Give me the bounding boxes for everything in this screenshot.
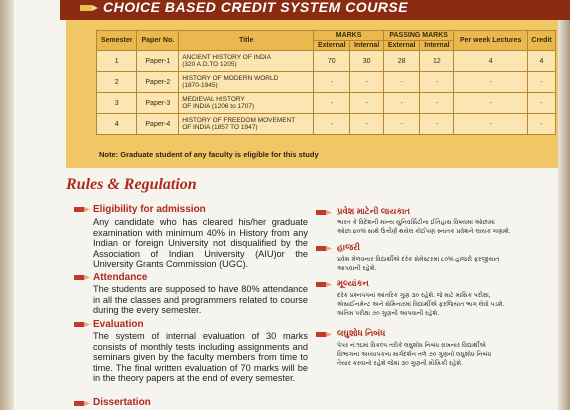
cell-passing-internal: 12 [420, 51, 454, 72]
pen-icon [74, 320, 90, 329]
cell-credit: 4 [528, 51, 556, 72]
pen-icon [316, 280, 332, 289]
col-header-passing-external: External [383, 41, 420, 51]
cell-marks-internal: - [350, 72, 384, 93]
cell-lectures: - [454, 114, 528, 135]
pen-icon [316, 330, 332, 339]
cell-passing-internal: - [420, 72, 454, 93]
gujarati-attendance-heading: હાજરી [337, 242, 360, 252]
table-row [97, 93, 556, 114]
cell-title: MEDIEVAL HISTORY OF INDIA (1206 to 1707) [179, 93, 314, 114]
cell-passing-internal: - [420, 93, 454, 114]
cell-passing-external: 28 [383, 51, 420, 72]
gujarati-admission-text: ભારત કે વિદેશની માન્ય યુનિવર્સિટીના ઈતિહાસ વિષયમાં ઓછામાં ઓછા ૪૦% સાથે ઉત્તીર્ણ થયેલ કોઈપણ સ્નાતક પ્રવેશને લાયક ગણાશે. [337, 219, 511, 235]
table-row [97, 72, 556, 93]
table-row [97, 114, 556, 135]
gujarati-evaluation-text: દરેક પ્રશ્નપત્રનાં આંતરિક ગુણ ૩૦ રહેશે. જે માટે માસિક પરીક્ષા, એસાઈનમેન્ટ અને સેમિનારમાં વિદ્યાર્થીએ ફરજિયાત ભાગ લેવો પડશે. અંતિમ પરીક્ષા ૭૦ ગુણની આપવાની રહેશે. [337, 292, 505, 317]
eligibility-note: Note: Graduate student of any faculty is eligible for this study [99, 150, 319, 159]
cell-paper: Paper-4 [137, 114, 179, 135]
cell-marks-internal: 30 [350, 51, 384, 72]
page-edge-left [0, 0, 14, 410]
cell-marks-external: - [314, 72, 350, 93]
cell-marks-external: - [314, 114, 350, 135]
page-edge-right [558, 0, 570, 410]
attendance-heading: Attendance [93, 272, 148, 283]
col-header-marks-internal: Internal [350, 41, 384, 51]
table-row [97, 51, 556, 72]
course-table-panel [66, 20, 558, 168]
evaluation-text: The system of internal evaluation of 30 marks consists of monthly tests including assignments and seminars given by the faculty members from time to time. The final written evaluation of 70 marks will be in the theory papers at the end of every semester. [93, 331, 308, 383]
pen-icon [74, 273, 90, 282]
cell-lectures: 4 [454, 51, 528, 72]
pen-icon [74, 205, 90, 214]
cell-marks-external: - [314, 93, 350, 114]
cell-passing-external: - [383, 93, 420, 114]
cell-marks-internal: - [350, 114, 384, 135]
col-header-lectures: Per week Lectures [454, 31, 528, 51]
cell-paper: Paper-3 [137, 93, 179, 114]
col-header-marks: MARKS [314, 31, 384, 41]
cell-passing-internal: - [420, 114, 454, 135]
gujarati-dissertation-heading: લઘુશોધ નિબંધ [337, 328, 386, 338]
col-header-passing-internal: Internal [420, 41, 454, 51]
col-header-passing: PASSING MARKS [383, 31, 453, 41]
cell-semester: 4 [97, 114, 137, 135]
cell-marks-external: 70 [314, 51, 350, 72]
gujarati-attendance-text: પ્રવેશ મેળવનાર વિદ્યાર્થીએ દરેક સેમેસ્ટરમાં ૮૦% હાજરી ફરજીયાત આપવાની રહેશે. [337, 256, 500, 272]
pen-icon [74, 399, 90, 408]
cell-credit: - [528, 114, 556, 135]
col-header-semester: Semester [97, 31, 137, 51]
cell-passing-external: - [383, 114, 420, 135]
pen-icon [316, 244, 332, 253]
page-title: CHOICE BASED CREDIT SYSTEM COURSE [103, 0, 409, 15]
evaluation-heading: Evaluation [93, 319, 144, 330]
cell-lectures: - [454, 72, 528, 93]
cell-passing-external: - [383, 72, 420, 93]
cell-credit: - [528, 72, 556, 93]
cell-paper: Paper-2 [137, 72, 179, 93]
rules-heading: Rules & Regulation [66, 176, 197, 193]
cell-marks-internal: - [350, 93, 384, 114]
col-header-marks-external: External [314, 41, 350, 51]
eligibility-heading: Eligibility for admission [93, 204, 206, 215]
dissertation-heading: Dissertation [93, 397, 151, 408]
cell-lectures: - [454, 93, 528, 114]
pen-icon [80, 3, 98, 13]
col-header-credit: Credit [528, 31, 556, 51]
cell-semester: 3 [97, 93, 137, 114]
cell-semester: 1 [97, 51, 137, 72]
col-header-paper: Paper No. [137, 31, 179, 51]
cell-title: HISTORY OF FREEDOM MOVEMENT OF INDIA (1857 TO 1947) [179, 114, 314, 135]
gujarati-dissertation-text: પેપર નં.૧૬માં વિકલ્પ તરીકે લઘુશોધ નિબંધ રાખનાર વિદ્યાર્થીએ વિભાગના અધ્યાપકના માર્ગદર્શન તળે ૭૦ ગુણનો લઘુશોધ નિબંધ તૈયાર કરવાનો રહેશે જેમાં ૩૦ ગુણની મૌખિકી રહેશે. [337, 342, 492, 367]
cell-paper: Paper-1 [137, 51, 179, 72]
gujarati-admission-heading: પ્રવેશ માટેની લાયકાત [337, 206, 411, 216]
cell-semester: 2 [97, 72, 137, 93]
eligibility-text: Any candidate who has cleared his/her graduate examination with minimum 40% in History from any Indian or foreign University not disqualified by the Association of Indian University (AIU)or the University Grants Commission (UGC). [93, 217, 308, 269]
col-header-title: Title [179, 31, 314, 51]
cell-credit: - [528, 93, 556, 114]
cell-title: HISTORY OF MODERN WORLD (1870-1945) [179, 72, 314, 93]
cell-title: ANCIENT HISTORY OF INDIA (320 A.D.TO 1205) [179, 51, 314, 72]
attendance-text: The students are supposed to have 80% attendance in all the classes and programmers related to course during the every semester. [93, 284, 308, 315]
gujarati-evaluation-heading: મૂલ્યાંકન [337, 278, 369, 288]
pen-icon [316, 208, 332, 217]
course-table [96, 30, 556, 135]
